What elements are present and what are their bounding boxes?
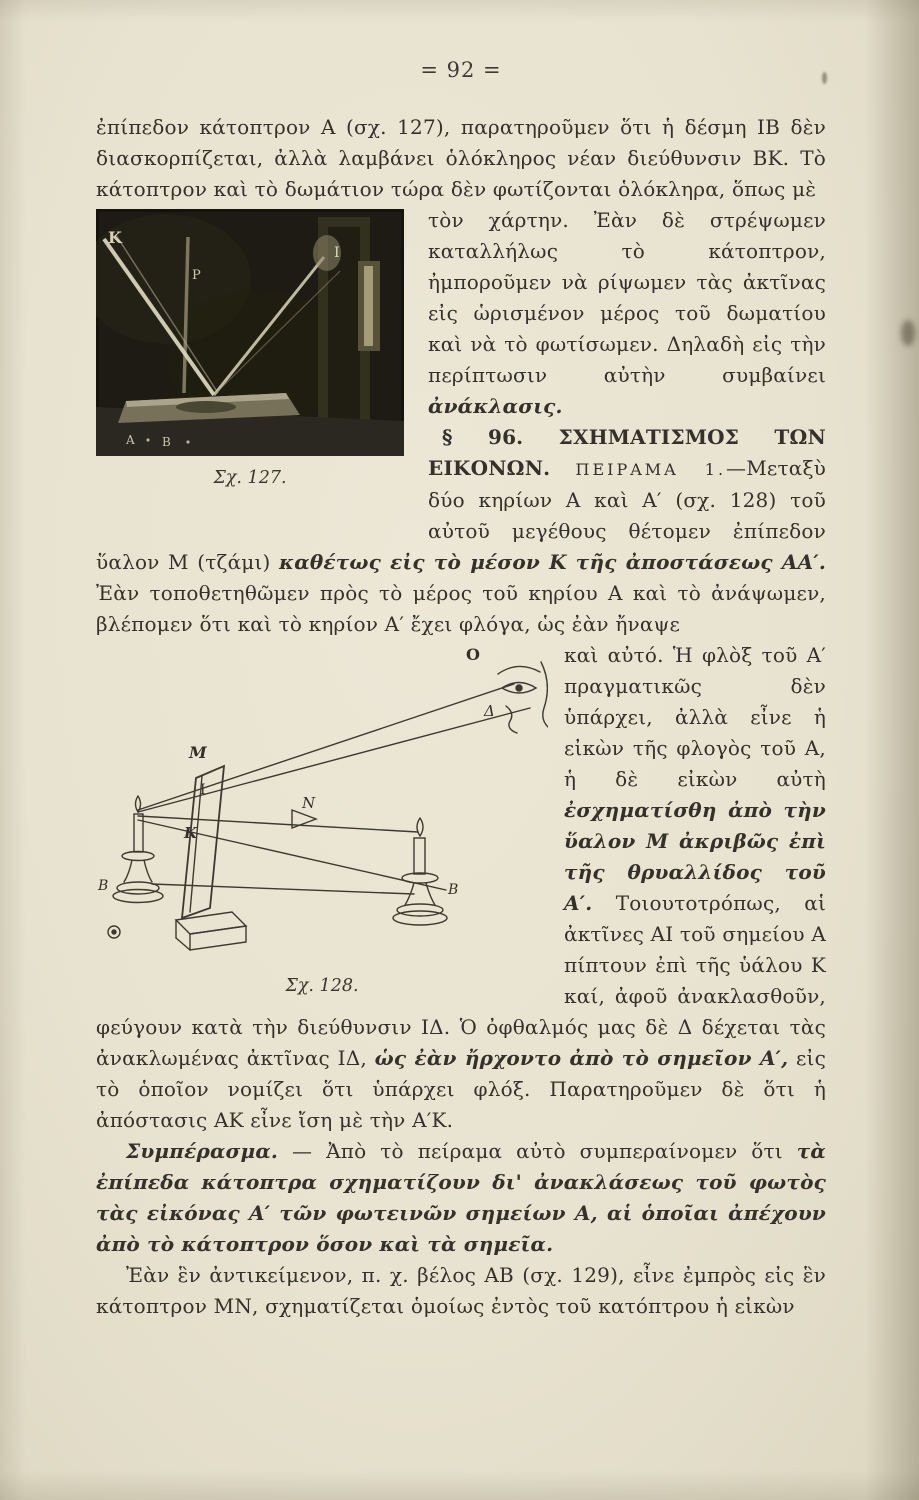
right-candle-base	[397, 904, 443, 916]
text-run: καὶ αὐτό. Ἡ φλὸξ τοῦ Α′ πραγματικῶς δὲν ὑπάρχει, ἀλλὰ εἶνε ἡ εἰκὼν τῆς φλογὸς τοῦ Α, ἡ δὲ εἰκὼν αὐτὴ	[564, 643, 826, 791]
text-run: Ἐὰν τοποθετηθῶμεν πρὸς τὸ μέρος τοῦ κηρίου Α καὶ τὸ ἀνάψωμεν, βλέπομεν ὅτι καὶ τὸ κηρίον Α′ ἔχει φλόγα, ὡς ἐὰν ἤναψε	[96, 581, 826, 636]
fig128-label-I: I	[200, 782, 206, 798]
conclusion-label: Συμπέρασμα.	[126, 1139, 279, 1163]
right-candle-foot	[393, 911, 447, 925]
mirror-mark-dot	[186, 440, 189, 443]
left-candle-cup	[122, 852, 154, 861]
figure-128	[96, 642, 548, 996]
fig127-label-I: I	[334, 245, 340, 261]
stand-side-2	[176, 938, 190, 950]
left-candle-foot	[113, 890, 163, 903]
figure-127	[96, 209, 404, 488]
right-candle-body	[414, 838, 425, 874]
text-run-emphasis: ἀνάκλασις.	[428, 394, 563, 418]
eyebrow	[498, 666, 540, 674]
paragraph-intro	[96, 112, 826, 205]
mirror-photo-illustration	[96, 209, 404, 456]
candle-glass-diagram	[96, 642, 548, 964]
text-run-emphasis: καθέτως εἰς τὸ μέσον Κ τῆς ἀποστάσεως ΑΑ′.	[279, 550, 826, 574]
left-candle-base	[117, 882, 159, 894]
bright-object	[364, 266, 373, 346]
text-run: ἐπίπεδον κάτοπτρον Α (σχ. 127), παρατηροῦμεν ὅτι ἡ δέσμη ΙΒ δὲν διασκορπίζεται, ἀλλὰ λαμβάνει ὁλόκληρος νέαν διεύθυνσιν ΒΚ. Τὸ κάτοπτρον καὶ τὸ δωμάτιον τώρα δὲν φωτίζονται ὁλόκληρα, ὅπως μὲ	[96, 115, 826, 201]
experiment-label: ΠΕΙΡΑΜΑ 1.	[575, 460, 727, 479]
right-candle-flame	[417, 818, 423, 836]
page-right-shade	[865, 0, 919, 1500]
fig127-label-A: A	[126, 433, 135, 447]
eye-pupil	[516, 685, 522, 691]
text-run: Τοιουτοτρόπως, αἱ ἀκτῖνες ΑΙ τοῦ σημείου Α πίπτουν ἐπὶ τῆς ὑάλου Κ καί, ἀφοῦ ἀνακλασθοῦν, φεύγουν κατὰ τὴν διεύθυνσιν ΙΔ. Ὁ ὀφθαλμός μας δὲ Δ δέχεται τὰς ἀνακλωμένας ἀκτῖνας ΙΔ,	[96, 891, 826, 1070]
fig127-label-B: B	[162, 435, 171, 449]
page-bottom-shade	[0, 1470, 919, 1500]
ornament-dot	[112, 930, 116, 934]
mirror-shadow	[176, 401, 236, 413]
fig127-label-P: P	[192, 268, 201, 283]
stand-front	[190, 926, 246, 950]
text-run: Ἐὰν ἓν ἀντικείμενον, π. χ. βέλος ΑΒ (σχ. 129), εἶνε ἐμπρὸς εἰς ἓν κάτοπτρον ΜΝ, σχηματίζεται ὁμοίως ἐντὸς τοῦ κατόπτρου ἡ εἰκὼν	[96, 1263, 826, 1318]
text-run: τὸν χάρτην. Ἐὰν δὲ στρέψωμεν καταλλήλως τὸ κάτοπτρον, ἠμποροῦμεν νὰ ρίψωμεν τὰς ἀκτῖνας εἰς ὡρισμένον μέρος τοῦ δωματίου καὶ νὰ τὸ φωτίσωμεν. Δηλαδὴ εἰς τὴν περίπτωσιν αὐτὴν συμβαίνει	[428, 208, 826, 387]
page-edge-smudge	[901, 320, 915, 346]
paragraph-conclusion	[96, 1136, 826, 1260]
profile-sketch	[541, 662, 548, 728]
fig127-label-K: K	[108, 228, 122, 247]
page-number: = 92 =	[420, 58, 502, 82]
page-left-shade	[0, 0, 26, 1500]
page-content	[96, 58, 826, 1322]
section-heading: § 96. ΣΧΗΜΑΤΙΣΜΟΣ ΤΩΝ ΕΙΚΟΝΩΝ.	[428, 425, 826, 480]
sketch-squiggle	[506, 706, 517, 733]
fig128-label-Delta: Δ	[484, 702, 495, 720]
fig128-label-K: K	[184, 824, 198, 842]
text-run-emphasis: ὡς ἐὰν ἤρχοντο ἀπὸ τὸ σημεῖον Α′,	[374, 1046, 789, 1070]
fig128-label-M: M	[189, 743, 207, 762]
figure-128-block	[96, 640, 826, 1322]
text-run-emphasis: τὰ ἐπίπεδα κάτοπτρα σχηματίζουν δι' ἀνακλάσεως τοῦ φωτὸς τὰς εἰκόνας Α′ τῶν φωτεινῶν σημείων Α, αἱ ὁποῖαι ἀπέχουν ἀπὸ τὸ κάτοπτρον ὅσον καὶ τὰ σημεῖα.	[96, 1139, 826, 1256]
paragraph-arrow-object	[96, 1260, 826, 1322]
text-run: — Ἀπὸ τὸ πείραμα αὐτὸ συμπεραίνομεν ὅτι	[278, 1139, 797, 1163]
text-run: εἰς τὸ ὁποῖον νομίζει ὅτι ὑπάρχει φλόξ. Παρατηροῦμεν δὲ ὅτι ἡ ἀπόστασις ΑΚ εἶνε ἴση μὲ τὴν Α′Κ.	[96, 1046, 827, 1132]
left-candle-stem	[124, 860, 152, 882]
mirror-mark-dot	[146, 438, 149, 441]
text-run-emphasis: ἐσχηματίσθη ἀπὸ τὴν ὕαλον Μ ἀκριβῶς ἐπὶ τῆς θρυαλλίδος τοῦ Α′.	[564, 798, 826, 915]
figure-127-caption: Σχ. 127.	[213, 468, 287, 488]
page-top-shade	[0, 0, 919, 22]
fig128-label-B-right: B	[448, 882, 459, 898]
text-run: —Μεταξὺ δύο κηρίων Α καὶ Α′ (σχ. 128) τοῦ αὐτοῦ μεγέθους θέτομεν ἐπίπεδον ὕαλον Μ (τζάμι)	[96, 456, 827, 574]
fig128-label-N: N	[302, 794, 316, 812]
figure-127-block	[96, 205, 826, 640]
fig128-label-B-left: B	[98, 878, 109, 894]
figure-128-caption: Σχ. 128.	[285, 976, 359, 996]
fig128-label-O: O	[466, 645, 480, 664]
